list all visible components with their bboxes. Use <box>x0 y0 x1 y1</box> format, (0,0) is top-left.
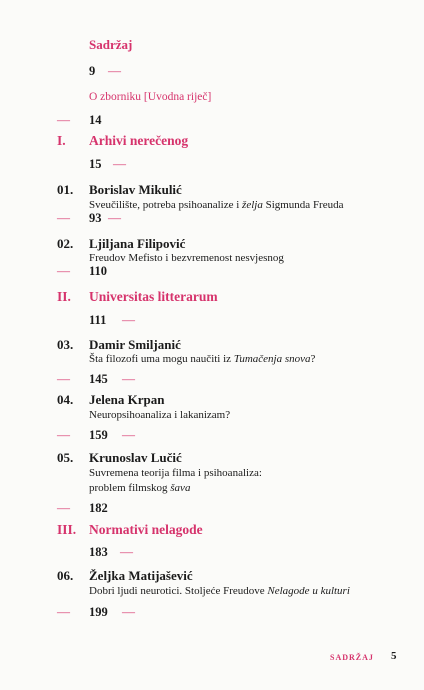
running-footer-label: SADRŽAJ <box>330 653 374 662</box>
dash: — <box>57 371 70 386</box>
entry-author[interactable]: Željka Matijašević <box>89 568 193 583</box>
section-page: 111 <box>89 313 107 327</box>
dash: — <box>57 263 70 278</box>
page-number: 5 <box>391 650 397 662</box>
entry-author[interactable]: Borislav Mikulić <box>89 182 182 197</box>
entry-subtitle: Dobri ljudi neurotici. Stoljeće Freudove Nelagode u kulturi <box>89 585 350 597</box>
toc-heading: Sadržaj <box>89 37 133 52</box>
entry-subtitle: Sveučilište, potreba psihoanalize i želja Sigmunda Freuda <box>89 199 344 211</box>
entry-subtitle: Suvremena teorija filma i psihoanaliza: <box>89 467 262 479</box>
entry-number: 02. <box>57 236 74 251</box>
dash: — <box>122 427 135 442</box>
dash: — <box>113 156 126 171</box>
dash: — <box>122 604 135 619</box>
section-number: III. <box>57 522 77 537</box>
section-number: I. <box>57 133 66 148</box>
entry-number: 01. <box>57 182 74 197</box>
dash: — <box>108 210 121 225</box>
dash: — <box>57 210 70 225</box>
dash: — <box>122 312 135 327</box>
entry-author[interactable]: Ljiljana Filipović <box>89 236 186 251</box>
section-title[interactable]: Arhivi nerečenog <box>89 133 189 148</box>
entry-subtitle: Neuropsihoanaliza i lakanizam? <box>89 409 231 421</box>
entry-page: 110 <box>89 264 108 278</box>
intro-page: 14 <box>89 113 102 127</box>
entry-page: 199 <box>89 605 108 619</box>
entry-subtitle-line2: problem filmskog šava <box>89 482 191 494</box>
entry-page: 145 <box>89 372 108 386</box>
section-title[interactable]: Universitas litterarum <box>89 289 218 304</box>
dash: — <box>57 112 70 127</box>
entry-subtitle: Freudov Mefisto i bezvremenost nesvjesnog <box>89 252 284 264</box>
section-page: 183 <box>89 545 108 559</box>
entry-author[interactable]: Krunoslav Lučić <box>89 450 182 465</box>
entry-subtitle: Šta filozofi uma mogu naučiti iz Tumačenja snova? <box>89 353 316 365</box>
entry-number: 04. <box>57 392 74 407</box>
dash: — <box>57 604 70 619</box>
entry-page: 93 <box>89 211 102 225</box>
intro-title[interactable]: O zborniku [Uvodna riječ] <box>89 91 212 103</box>
entry-number: 03. <box>57 337 74 352</box>
dash: — <box>57 500 70 515</box>
dash: — <box>57 427 70 442</box>
dash: — <box>108 63 121 78</box>
toc-heading-page: 9 <box>89 64 96 78</box>
entry-number: 06. <box>57 568 74 583</box>
section-title[interactable]: Normativi nelagode <box>89 522 203 537</box>
entry-page: 159 <box>89 428 108 442</box>
entry-page: 182 <box>89 501 108 515</box>
entry-number: 05. <box>57 450 74 465</box>
section-page: 15 <box>89 157 102 171</box>
dash: — <box>120 544 133 559</box>
section-number: II. <box>57 289 71 304</box>
entry-author[interactable]: Damir Smiljanić <box>89 337 181 352</box>
entry-author[interactable]: Jelena Krpan <box>89 392 165 407</box>
dash: — <box>122 371 135 386</box>
